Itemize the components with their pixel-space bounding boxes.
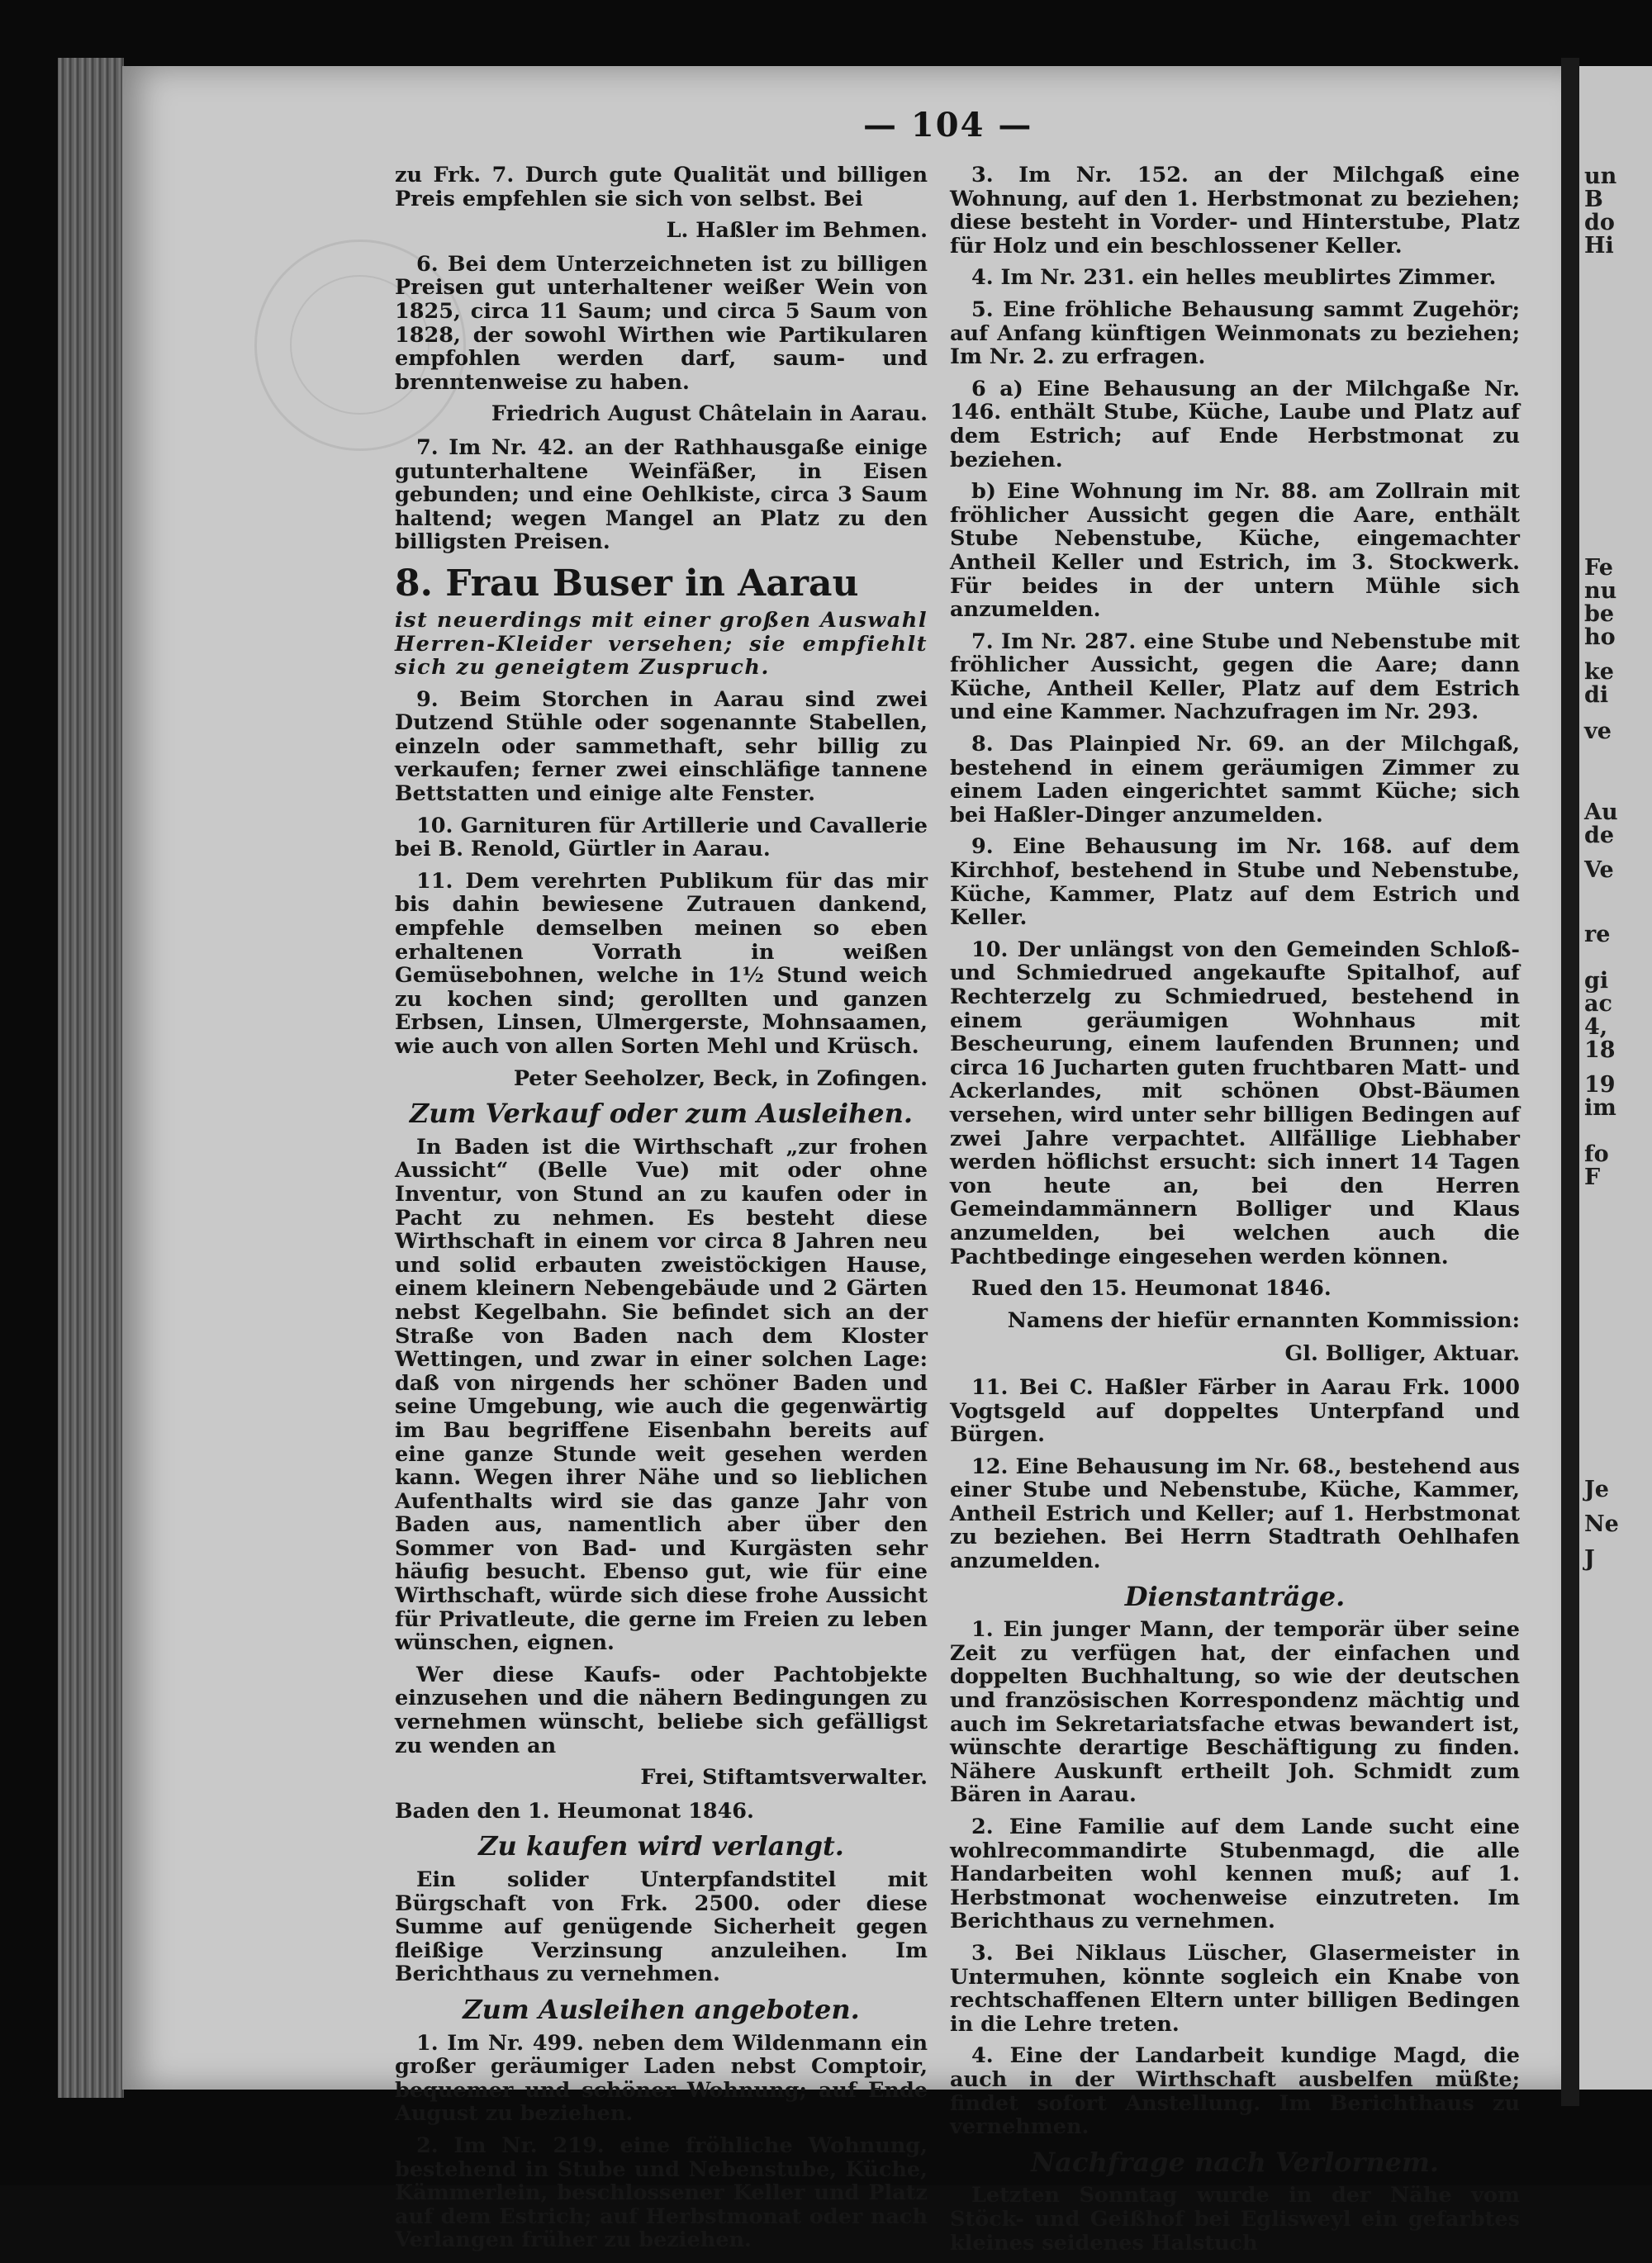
ad-signature: L. Haßler im Behmen. [666,218,928,244]
ad-paragraph: In Baden ist die Wirthschaft „zur frohen Aussicht“ (Belle Vue) mit oder ohne Inventur, von Stund an zu kaufen oder in Pacht zu nehmen. Es besteht diese Wirthschaft in einem vor circa 8 Jahren neu und solid erbauten zweistöckigen Hause, einem kleinern Nebengebäude und 2 Gärten nebst Kegelbahn. Sie befindet sich an der Straße von Baden nach dem Kloster Wettingen, und zwar in einer solchen Lage: daß von nirgends her schöner Baden und seine Umgebung, wie auch die gegenwärtig im Bau begriffene Eisenbahn bereits auf eine ganze Stunde weit gesehen werden kann. Wegen ihrer Nähe und so lieblichen Aufenthalts wird sie das ganze Jahr von Baden aus, namentlich aber über den Sommer von Bad- und Kurgästen sehr häufig besucht. Ebenso gut, wie für eine Wirthschaft, würde sich diese frohe Aussicht für Privatleute, die gerne im Freien zu leben wünschen, eignen. [395,1134,928,1656]
ad-paragraph: 11. Dem verehrten Publikum für das mir bis dahin bewiesene Zutrauen dankend, empfehle demselben meinen so eben erhaltenen Vorrath in weißen Gemüsebohnen, welche in 1½ Stund weich zu kochen sind; gerollten und ganzen Erbsen, Linsen, Ulmergerste, Mohnsaamen, wie auch von allen Sorten Mehl und Krüsch. [395,868,928,1059]
ad-date: Baden den 1. Heumonat 1846. [395,1798,754,1824]
ad-paragraph: 3. Bei Niklaus Lüscher, Glasermeister in Untermuhen, könnte sogleich ein Knabe von rechtschaffenen Eltern unter billigen Bedingen in die Lehre treten. [950,1940,1520,2037]
section-heading: Zu kaufen wird verlangt. [478,1830,844,1862]
ad-paragraph: 1. Ein junger Mann, der temporär über seine Zeit zu verfügen hat, der einfachen und doppelten Buchhaltung, so wie der deutschen und französischen Korrespondenz mächtig und auch im Sekretariatsfache etwas bewandert ist, wünschte derartige Beschäftigung zu finden. Nähere Auskunft ertheilt Joh. Schmidt zum Bären in Aarau. [950,1617,1520,1808]
ad-paragraph: zu Frk. 7. Durch gute Qualität und billigen Preis empfehlen sie sich von selbst. Bei [395,163,928,211]
ad-paragraph: 6 a) Eine Behausung an der Milchgaße Nr. 146. enthält Stube, Küche, Laube und Platz auf dem Estrich; auf Ende Herbstmonat zu beziehen. [950,376,1520,472]
next-page-text: be [1584,601,1615,627]
ad-signature: Namens der hiefür ernannten Kommission: [1007,1307,1520,1333]
ad-paragraph: 9. Eine Behausung im Nr. 168. auf dem Kirchhof, bestehend in Stube und Nebenstube, Küche, Kammer, Platz auf dem Estrich und Keller. [950,834,1520,931]
ad-paragraph: 4. Im Nr. 231. ein helles meublirtes Zimmer. [971,265,1497,291]
next-page-text: ac [1584,991,1612,1017]
next-page-text: Au [1584,799,1618,825]
ad-paragraph: 8. Das Plainpied Nr. 69. an der Milchgaß, bestehend in einem geräumigen Zimmer zu einem Laden eingerichtet sammt Küche; sich bei Haßler-Dinger anzumelden. [950,732,1520,828]
ad-signature: Frei, Stiftamtsverwalter. [640,1765,928,1791]
ad-paragraph: 10. Der unlängst von den Gemeinden Schloß- und Schmiedrued angekaufte Spitalhof, auf Rechterzelg zu Schmiedrued, bestehend in einem geräumigen Wohnhaus mit Bescheurung, einem laufenden Brunnen; und circa 16 Jucharten guten fruchtbaren Matt- und Ackerlandes, mit schönen Obst-Bäumen versehen, wird unter sehr billigen Bedingen auf zwei Jahre verpachtet. Allfällige Liebhaber werden höflichst ersucht: sich innert 14 Tagen von heute an, bei den Herren Gemeindammännern Bolliger und Klaus anzumelden, bei welchen auch die Pachtbedinge eingesehen werden können. [950,937,1520,1269]
ad-signature: Friedrich August Châtelain in Aarau. [491,401,928,427]
next-page-text: ho [1584,624,1616,650]
next-page-text: fo [1584,1141,1609,1167]
ad-paragraph: 4. Eine der Landarbeit kundige Magd, die auch in der Wirthschaft ausbelfen müßte; findet sofort Anstellung. Im Berichthaus zu vernehmen. [950,2043,1520,2140]
ad-paragraph: 10. Garnituren für Artillerie und Cavallerie bei B. Renold, Gürtler in Aarau. [395,813,928,862]
next-page-text: do [1584,210,1615,235]
ad-paragraph: 6. Bei dem Unterzeichneten ist zu billigen Preisen gut unterhaltener weißer Wein von 1825, circa 11 Saum; und circa 5 Saum von 1828, der sowohl Wirthen wie Partikularen empfohlen werden darf, saum- und brenntenweise zu haben. [395,251,928,395]
ad-date: Rued den 15. Heumonat 1846. [971,1276,1332,1302]
ad-paragraph: Ein solider Unterpfandstitel mit Bürgschaft von Frk. 2500. oder diese Summe auf genügende Sicherheit gegen fleißige Verzinsung anzuleihen. Im Berichthaus zu vernehmen. [395,1867,928,1987]
ad-paragraph: Wer diese Kaufs- oder Pachtobjekte einzusehen und die nähern Bedingungen zu vernehmen wünscht, beliebe sich gefälligst zu wenden an [395,1662,928,1758]
next-page-text: gi [1584,968,1609,994]
ad-paragraph: 9. Beim Storchen in Aarau sind zwei Dutzend Stühle oder sogenannte Stabellen, einzeln oder sammethaft, sehr billig zu verkaufen; ferner zwei einschläfige tannene Bettstatten und einige alte Fenster. [395,686,928,807]
next-page-text: 4, [1584,1014,1608,1040]
ad-paragraph: 12. Eine Behausung im Nr. 68., bestehend aus einer Stube und Nebenstube, Küche, Kammer, Antheil Estrich und Keller; auf 1. Herbstmonat zu beziehen. Bei Herrn Stadtrath Oehlhafen anzumelden. [950,1454,1520,1574]
next-page-text: di [1584,682,1609,708]
next-page-text: ke [1584,659,1614,685]
ad-paragraph: 11. Bei C. Haßler Färber in Aarau Frk. 1000 Vogtsgeld auf doppeltes Unterpfand und Bürgen. [950,1374,1520,1448]
next-page-text: B [1584,187,1603,212]
next-page-text: 19 [1584,1072,1616,1098]
ad-paragraph: 2. Eine Familie auf dem Lande sucht eine wohlrecommandirte Stubenmagd, die alle Handarbeiten wohl kennen muß; auf 1. Herbstmonat wochenweise einzutreten. Im Berichthaus zu vernehmen. [950,1815,1520,1934]
book-page-edges [58,58,124,2098]
ad-paragraph: 7. Im Nr. 287. eine Stube und Nebenstube mit fröhlicher Aussicht, gegen die Aare; dann Küche, Antheil Keller, Platz auf dem Estrich und eine Kammer. Nachzufragen im Nr. 293. [950,629,1520,725]
next-page-fragment [1579,66,1652,2090]
ad-paragraph: ist neuerdings mit einer großen Auswahl Herren-Kleider versehen; sie empfiehlt sich zu geneigtem Zuspruch. [395,607,928,681]
section-heading: Nachfrage nach Verlornem. [1031,2146,1439,2178]
next-page-text: 18 [1584,1037,1616,1063]
next-page-text: nu [1584,578,1617,604]
section-heading: Zum Verkauf oder zum Ausleihen. [409,1098,914,1130]
next-page-text: Hi [1584,233,1614,259]
next-page-text: un [1584,164,1617,189]
ad-paragraph: Letzten Sonntag wurde in der Nähe vom Stöck- und Geißhof bei Eglisweyl ein gefarbtes kleines seidenes Halstuch [950,2183,1520,2256]
next-page-text: Fe [1584,555,1613,581]
next-page-text: Ve [1584,857,1614,883]
page-number: — 104 — [863,106,1033,145]
ad-paragraph: 7. Im Nr. 42. an der Rathhausgaße einige gutunterhaltene Weinfäßer, in Eisen gebunden; und eine Oehlkiste, circa 3 Saum haltend; wegen Mangel an Platz zu den billigsten Preisen. [395,434,928,555]
section-heading: Dienstanträge. [1124,1580,1346,1612]
ad-signature: Gl. Bolliger, Aktuar. [1284,1341,1520,1367]
next-page-text: Ne [1584,1511,1619,1537]
ad-headline: 8. Frau Buser in Aarau [395,562,859,605]
section-heading: Zum Ausleihen angeboten. [463,1993,860,2025]
next-page-text: im [1584,1095,1616,1121]
next-page-text: Je [1584,1477,1609,1502]
ad-paragraph: 3. Im Nr. 152. an der Milchgaß eine Wohnung, auf den 1. Herbstmonat zu beziehen; diese besteht in Vorder- und Hinterstube, Platz für Holz und ein beschlossener Keller. [950,163,1520,259]
left-column [395,164,928,2261]
next-page-text: F [1584,1165,1601,1190]
ad-signature: Peter Seeholzer, Beck, in Zofingen. [513,1065,928,1091]
next-page-text: J [1584,1546,1595,1572]
right-column [950,164,1520,2263]
next-page-text: de [1584,823,1615,848]
next-page-text: ve [1584,719,1612,744]
ad-paragraph: 2. Im Nr. 219. eine fröhliche Wohnung, bestehend in Stube und Nebenstube, Küche, Kämmerlein, beschlossener Keller und Platz auf dem Estrich; auf Herbstmonat oder nach Verlangen früher zu beziehen. [395,2133,928,2253]
page-gutter [1561,58,1579,2106]
ad-paragraph: b) Eine Wohnung im Nr. 88. am Zollrain mit fröhlicher Aussicht gegen die Aare, enthält Stube Nebenstube, Küche, eingemachter Antheil Keller und Estrich, im 3. Stockwerk. Für beides in der untern Mühle sich anzumelden. [950,479,1520,623]
ad-paragraph: 5. Eine fröhliche Behausung sammt Zugehör; auf Anfang künftigen Weinmonats zu beziehen; Im Nr. 2. zu erfragen. [950,297,1520,370]
ad-paragraph: 1. Im Nr. 499. neben dem Wildenmann ein großer geräumiger Laden nebst Comptoir, bequemer und schöner Wohnung; auf Ende August zu beziehen. [395,2030,928,2127]
next-page-text: re [1584,922,1611,947]
